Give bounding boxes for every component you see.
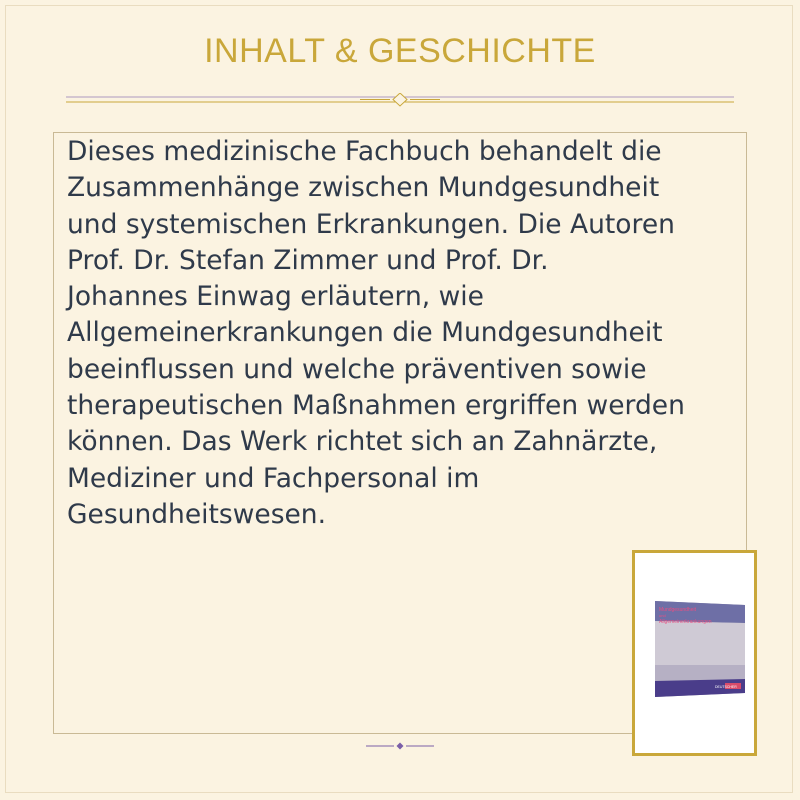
cover-publisher: DEUTSCHER [715, 685, 737, 689]
description-line: Zusammenhänge zwischen Mundgesundheit [67, 172, 660, 204]
book-cover-image [635, 553, 754, 753]
description-line: beeinflussen und welche präventiven sowie [67, 353, 647, 385]
diamond-ornament-icon [393, 93, 407, 106]
cover-title-line2: und [659, 613, 666, 618]
book-thumbnail [632, 550, 757, 756]
title-divider [66, 93, 734, 107]
cover-title-line1: Mundgesundheit [659, 607, 696, 613]
description-line: Gesundheitswesen. [67, 498, 327, 530]
dot-ornament-icon [397, 743, 404, 750]
description-text [67, 134, 739, 533]
description-line: und systemischen Erkrankungen. Die Autoren [67, 208, 675, 240]
description-line: therapeutischen Maßnahmen ergriffen werden [67, 390, 685, 422]
cover-title-line3: Allgemeinerkrankungen [659, 619, 712, 625]
description-line: Mediziner und Fachpersonal im [67, 462, 480, 494]
description-line: Dieses medizinische Fachbuch behandelt die [67, 136, 662, 167]
description-line: können. Das Werk richtet sich an Zahnärzte, [67, 426, 658, 458]
description-line: Johannes Einwag erläutern, wie [67, 281, 484, 313]
page-title: INHALT & GESCHICHTE [204, 32, 596, 70]
description-line: Allgemeinerkrankungen die Mundgesundheit [67, 317, 663, 349]
bottom-divider [366, 740, 434, 752]
description-line: Prof. Dr. Stefan Zimmer und Prof. Dr. [67, 244, 549, 276]
